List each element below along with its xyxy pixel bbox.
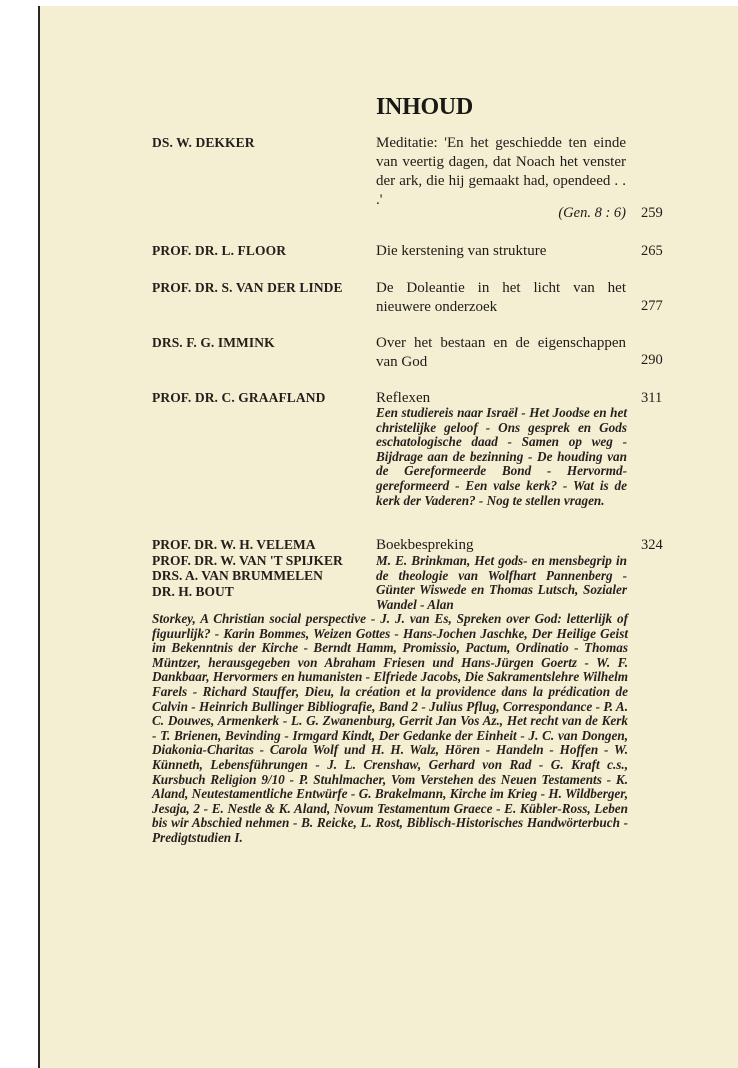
review-author: DRS. A. VAN BRUMMELEN <box>152 568 323 583</box>
entry-title: Over het bestaan en de eigenschappen van God <box>376 335 626 370</box>
review-author: PROF. DR. W. VAN 'T SPIJKER <box>152 552 343 568</box>
entry-author: PROF. DR. C. GRAAFLAND <box>152 390 326 405</box>
entry-author: PROF. DR. S. VAN DER LINDE <box>152 280 343 295</box>
entry-page: 290 <box>641 352 663 368</box>
entry-author: DRS. F. G. IMMINK <box>152 335 275 350</box>
page-title: INHOUD <box>376 94 473 120</box>
entry-author: DS. W. DEKKER <box>152 135 255 150</box>
entry-page: 311 <box>641 390 663 406</box>
entry-page: 259 <box>641 205 663 221</box>
review-list-start: M. E. Brinkman, Het gods- en mensbegrip in de theologie van Wolfhart Pannenberg - Günter Wiswede en Thomas Lutsch, Sozialer Wandel - Alan <box>376 553 627 612</box>
entry-page: 265 <box>641 243 663 259</box>
review-page: 324 <box>641 537 663 553</box>
entry-reference: (Gen. 8 : 6) <box>558 205 626 221</box>
entry-page: 277 <box>641 298 663 314</box>
review-author: DR. H. BOUT <box>152 583 234 599</box>
entry-author: PROF. DR. L. FLOOR <box>152 243 287 258</box>
entry-title: Die kerstening van strukture <box>376 243 547 259</box>
entry-title: Reflexen <box>376 390 431 406</box>
review-list-rest: Storkey, A Christian social perspective - J. J. van Es, Spreken over God: letterlijk of figuurlijk? - Karin Bommes, Weizen Gottes - Hans-Jochen Jaschke, Der Heilige Geist im Bekenntnis der Kirche - Berndt Hamm, Promissio, Pactum, Ordinatio - Thomas Müntzer, herausgegeben von Abraham Friesen und Hans-Jürgen Goertz - W. F. Dankbaar, Hervormers en humanisten - Elfriede Jacobs, Die Sakramentslehre Wilhelm Farels - Richard Stauffer, Dieu, la création et la providence dans la prédication de Calvin - Heinrich Bullinger Bibliografie, Band 2 - Julius Pflug, Correspondance - P. A. C. Douwes, Armenkerk - L. G. Zwanenburg, Gerrit Jan Vos Az., Het recht van de Kerk - T. Brienen, Bevinding - Irmgard Kindt, Der Gedanke der Einheit - J. C. van Dongen, Diakonia-Charitas - Carola Wolf und H. H. Walz, Hören - Handeln - Hoffen - W. Künneth, Lebensführungen - J. L. Crenshaw, Gerhard von Rad - G. Kraft c.s., Kursbuch Religion 9/10 - P. Stuhlmacher, Vom Verstehen des Neuen Testaments - K. Aland, Neutestamentliche Entwürfe - G. Brakelmann, Kirche im Krieg - H. Wildberger, Jesaja, 2 - E. Nestle & K. Aland, Novum Testamentum Graece - E. Kübler-Ross, Leben bis wir Abschied nehmen - B. Reicke, L. Rost, Biblisch-Historisches Handwörterbuch - Predigtstudien I. <box>152 611 628 845</box>
review-author: PROF. DR. W. H. VELEMA <box>152 537 316 552</box>
review-title: Boekbespreking <box>376 537 474 553</box>
entry-subtitle: Een studiereis naar Israël - Het Joodse en het christelijke geloof - Ons gesprek en Gods eschatologische daad - Samen op weg - Bijdrage aan de bezinning - De houding van de Gereformeerde Bond - Hervormd-gereformeerd - Een valse kerk? - Wat is de kerk der Vaderen? - Nog te stellen vragen. <box>376 405 627 508</box>
review-authors <box>152 537 343 599</box>
entry-title: De Doleantie in het licht van het nieuwere onderzoek <box>376 280 626 315</box>
entry-title: Meditatie: 'En het geschiedde ten einde van veertig dagen, dat Noach het venster der ark, die hij gemaakt had, opendeed . . .' <box>376 135 626 208</box>
